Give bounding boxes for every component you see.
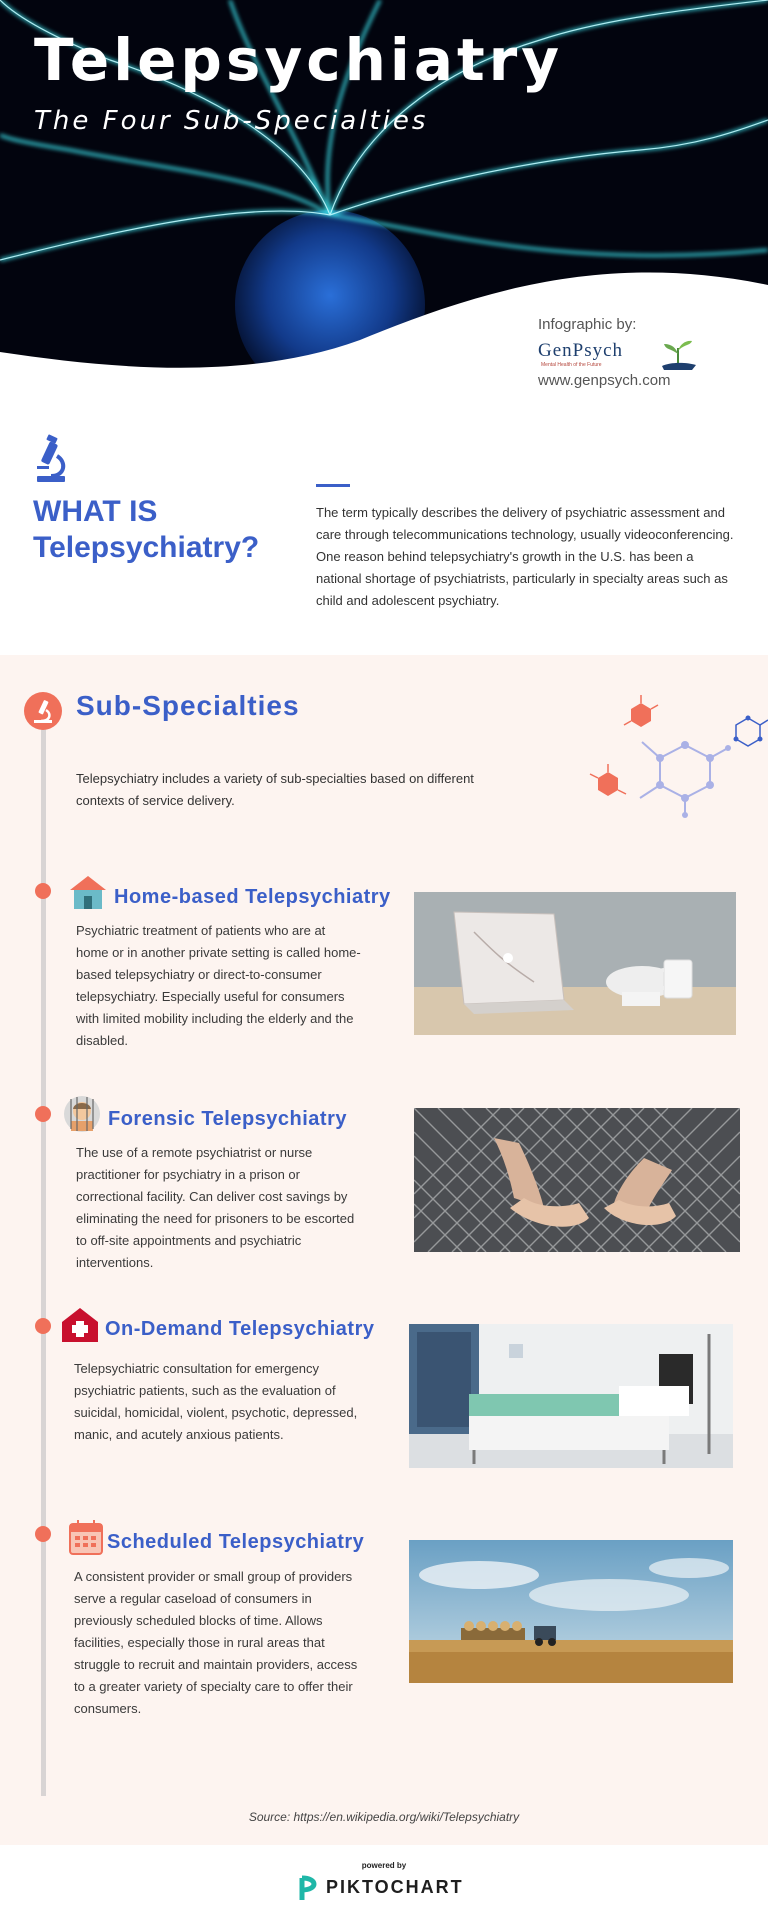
forensic-description: The use of a remote psychiatrist or nurse practitioner for psychiatry in a prison or correctional facility. Can deliver cost savings by eliminating the need for prisoners to be escorted to off-site appointments and psychiatric interventions.: [76, 1145, 355, 1270]
timeline-line: [41, 700, 46, 1796]
what-is-title: [33, 494, 323, 566]
piktochart-brand: PIKTOCHART: [326, 1877, 464, 1897]
page-title: Telepsychiatry: [34, 26, 564, 94]
fence-hands-photo: [414, 1108, 740, 1252]
credit-url[interactable]: www.genpsych.com: [538, 372, 671, 389]
page-subtitle: The Four Sub-Specialties: [34, 106, 429, 136]
wheat-field-photo: [409, 1540, 733, 1683]
molecule-decoration: [580, 690, 768, 830]
timeline-dot: [35, 883, 51, 899]
sub-specialties-title: Sub-Specialties: [76, 690, 300, 721]
prisoner-icon: [62, 1095, 102, 1133]
house-icon: [68, 873, 108, 911]
powered-by-label: powered by: [361, 1861, 407, 1870]
logo-tagline: Mental Health of the Future: [541, 362, 602, 368]
hero-banner: [0, 0, 768, 400]
logo-text: GenPsych: [538, 340, 624, 361]
plant-hand-icon: [658, 338, 698, 372]
timeline-dot: [35, 1526, 51, 1542]
what-is-description: The term typically describes the delivery of psychiatric assessment and care through telecommunications technology, usually videoconferencing. One reason behind telepsychiatry's growth in the U.S. has been a national shortage of psychiatrists, particularly in specialty areas such as child and adolescent psychiatry.: [316, 505, 734, 608]
sub-specialties-intro: Telepsychiatry includes a variety of sub-specialties based on different contexts of service delivery.: [76, 771, 474, 808]
piktochart-mark-icon: [298, 1874, 320, 1902]
on-demand-title: On-Demand Telepsychiatry: [105, 1318, 375, 1340]
on-demand-description: Telepsychiatric consultation for emergency psychiatric patients, such as the evaluation of suicidal, homicidal, violent, psychotic, depressed, manic, and acutely anxious patients.: [74, 1361, 358, 1442]
timeline-dot: [35, 1106, 51, 1122]
scheduled-title: Scheduled Telepsychiatry: [107, 1531, 365, 1553]
piktochart-logo[interactable]: [298, 1874, 470, 1902]
credit-label: Infographic by:: [538, 316, 637, 333]
home-based-description: Psychiatric treatment of patients who are at home or in another private setting is called home-based telepsychiatry or direct-to-consumer telepsychiatry. Especially useful for consumers with limited mobility including the elderly and the disabled.: [76, 923, 361, 1048]
timeline-dot: [35, 1318, 51, 1334]
medical-house-icon: [60, 1306, 100, 1344]
scheduled-description: A consistent provider or small group of providers serve a regular caseload of consumers in previously scheduled blocks of time. Allows facilities, especially those in rural areas that struggle to recruit and maintain providers, access to a greater variety of specialty care to offer their consumers.: [74, 1569, 358, 1716]
what-is-title-line1: WHAT IS: [33, 495, 158, 528]
calendar-icon: [66, 1518, 106, 1556]
hospital-bed-photo: [409, 1324, 733, 1468]
forensic-title: Forensic Telepsychiatry: [108, 1108, 347, 1130]
microscope-badge-icon: [24, 692, 62, 730]
microscope-icon: [33, 434, 69, 484]
source-citation[interactable]: Source: https://en.wikipedia.org/wiki/Telepsychiatry: [248, 1810, 520, 1824]
home-based-title: Home-based Telepsychiatry: [114, 886, 391, 908]
genpsych-logo: [538, 338, 698, 372]
laptop-photo: [414, 892, 736, 1035]
what-is-title-line2: Telepsychiatry?: [33, 531, 260, 564]
what-is-divider: [316, 484, 350, 487]
